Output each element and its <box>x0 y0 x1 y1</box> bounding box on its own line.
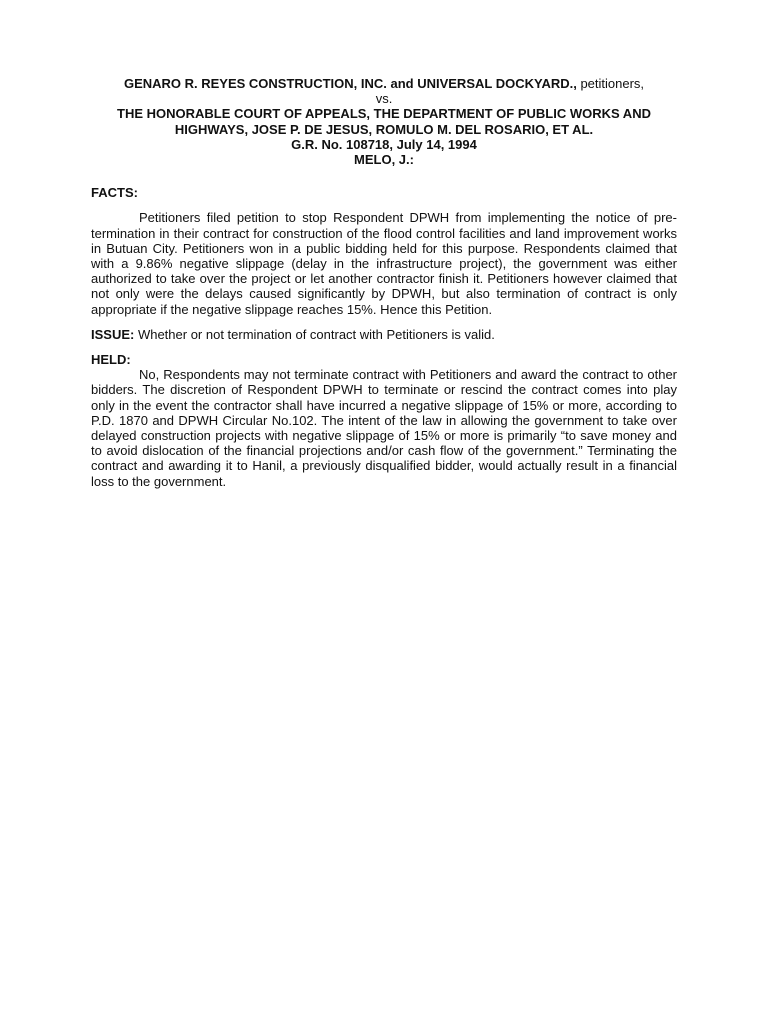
issue-label: ISSUE: <box>91 326 135 342</box>
ponente: MELO, J.: <box>354 152 414 168</box>
facts-body: Petitioners filed petition to stop Respondent DPWH from implementing the notice of pre-termination in their contract for construction of the flood control facilities and land improvement works in Butuan City. Petitioners won in a public bidding held for this purpose. Respondents claimed that with a 9.86% negative slippage (delay in the infrastructure project), the government was either authorized to take over the project or let another contractor finish it. Petitioners however claimed that not only were the delays caused significantly by DPWH, but also termination of contract is only appropriate if the negative slippage reaches 15%. Hence this Petition. <box>91 210 677 317</box>
respondents-name: THE HONORABLE COURT OF APPEALS, THE DEPARTMENT OF PUBLIC WORKS AND HIGHWAYS, JOSE P. DE JESUS, ROMULO M. DEL ROSARIO, ET AL. <box>117 106 651 137</box>
held-heading: HELD: <box>91 352 131 368</box>
issue-paragraph <box>91 327 677 342</box>
held-body: No, Respondents may not terminate contract with Petitioners and award the contract to other bidders. The discretion of Respondent DPWH to terminate or rescind the contract comes into play only in the event the contractor shall have incurred a negative slippage of 15% or more, according to P.D. 1870 and DPWH Circular No.102. The intent of the law in allowing the government to take over delayed construction projects with negative slippage of 15% or more is primarily “to save money and to avoid dislocation of the financial projections and/or cash flow of the government.” Terminating the contract and awarding it to Hanil, a previously disqualified bidder, would actually result in a financial loss to the government. <box>91 367 677 489</box>
petitioners-name: GENARO R. REYES CONSTRUCTION, INC. and UNIVERSAL DOCKYARD., <box>123 76 577 91</box>
spacer <box>91 342 677 352</box>
versus-text: vs. <box>375 91 393 107</box>
spacer <box>91 200 677 210</box>
case-caption <box>91 76 677 91</box>
spacer <box>91 317 677 327</box>
facts-heading: FACTS: <box>91 185 138 201</box>
spacer <box>91 167 677 185</box>
versus-line <box>91 91 677 106</box>
gr-number: G.R. No. 108718, July 14, 1994 <box>291 136 477 152</box>
case-digest-page <box>91 76 677 489</box>
petitioners-role: petitioners, <box>576 76 645 91</box>
issue-body: Whether or not termination of contract with Petitioners is valid. <box>134 326 495 342</box>
